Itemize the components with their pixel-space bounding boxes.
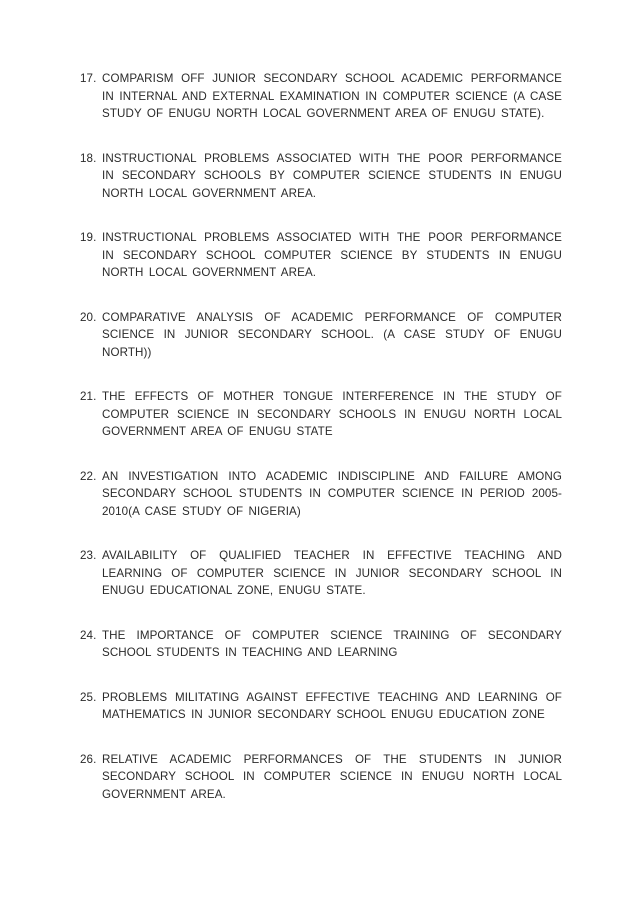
list-item	[80, 468, 562, 521]
item-number: 17.	[80, 72, 97, 85]
topic-list	[80, 70, 562, 803]
item-text: COMPARISM OFF JUNIOR SECONDARY SCHOOL ACADEMIC PERFORMANCE IN INTERNAL AND EXTERNAL EXAMINATION IN COMPUTER SCIENCE (A CASE STUDY OF ENUGU NORTH LOCAL GOVERNMENT AREA OF ENUGU STATE).	[102, 72, 562, 120]
list-item	[80, 627, 562, 662]
item-text: COMPARATIVE ANALYSIS OF ACADEMIC PERFORMANCE OF COMPUTER SCIENCE IN JUNIOR SECONDARY SCHOOL. (A CASE STUDY OF ENUGU NORTH))	[102, 310, 562, 359]
item-number: 19.	[80, 231, 97, 244]
item-number: 23.	[80, 549, 97, 562]
item-number: 18.	[80, 151, 97, 165]
list-item	[80, 388, 562, 441]
list-item	[80, 309, 562, 362]
item-text: INSTRUCTIONAL PROBLEMS ASSOCIATED WITH THE POOR PERFORMANCE IN SECONDARY SCHOOL COMPUTER SCIENCE BY STUDENTS IN ENUGU NORTH LOCAL GOVERNMENT AREA.	[102, 231, 562, 279]
list-item	[80, 229, 562, 282]
item-number: 24.	[80, 628, 97, 642]
item-text: AN INVESTIGATION INTO ACADEMIC INDISCIPLINE AND FAILURE AMONG SECONDARY SCHOOL STUDENTS IN COMPUTER SCIENCE IN PERIOD 2005-2010(A CASE STUDY OF NIGERIA)	[102, 469, 562, 518]
list-item	[80, 751, 562, 804]
item-text: INSTRUCTIONAL PROBLEMS ASSOCIATED WITH THE POOR PERFORMANCE IN SECONDARY SCHOOLS BY COMPUTER SCIENCE STUDENTS IN ENUGU NORTH LOCAL GOVERNMENT AREA.	[102, 151, 562, 200]
list-item	[80, 689, 562, 724]
item-text: AVAILABILITY OF QUALIFIED TEACHER IN EFFECTIVE TEACHING AND LEARNING OF COMPUTER SCIENCE IN JUNIOR SECONDARY SCHOOL IN ENUGU EDUCATIONAL ZONE, ENUGU STATE.	[102, 549, 562, 597]
list-item	[80, 150, 562, 203]
item-number: 26.	[80, 752, 97, 766]
item-number: 20.	[80, 310, 97, 324]
list-item	[80, 70, 562, 123]
item-number: 22.	[80, 469, 97, 483]
item-number: 21.	[80, 390, 97, 403]
item-text: THE IMPORTANCE OF COMPUTER SCIENCE TRAINING OF SECONDARY SCHOOL STUDENTS IN TEACHING AND LEARNING	[102, 628, 562, 659]
list-item	[80, 547, 562, 600]
item-number: 25.	[80, 690, 97, 704]
item-text: THE EFFECTS OF MOTHER TONGUE INTERFERENCE IN THE STUDY OF COMPUTER SCIENCE IN SECONDARY SCHOOLS IN ENUGU NORTH LOCAL GOVERNMENT AREA OF ENUGU STATE	[102, 390, 562, 438]
item-text: RELATIVE ACADEMIC PERFORMANCES OF THE STUDENTS IN JUNIOR SECONDARY SCHOOL IN COMPUTER SCIENCE IN ENUGU NORTH LOCAL GOVERNMENT AREA.	[102, 752, 562, 801]
item-text: PROBLEMS MILITATING AGAINST EFFECTIVE TEACHING AND LEARNING OF MATHEMATICS IN JUNIOR SECONDARY SCHOOL ENUGU EDUCATION ZONE	[102, 690, 562, 721]
